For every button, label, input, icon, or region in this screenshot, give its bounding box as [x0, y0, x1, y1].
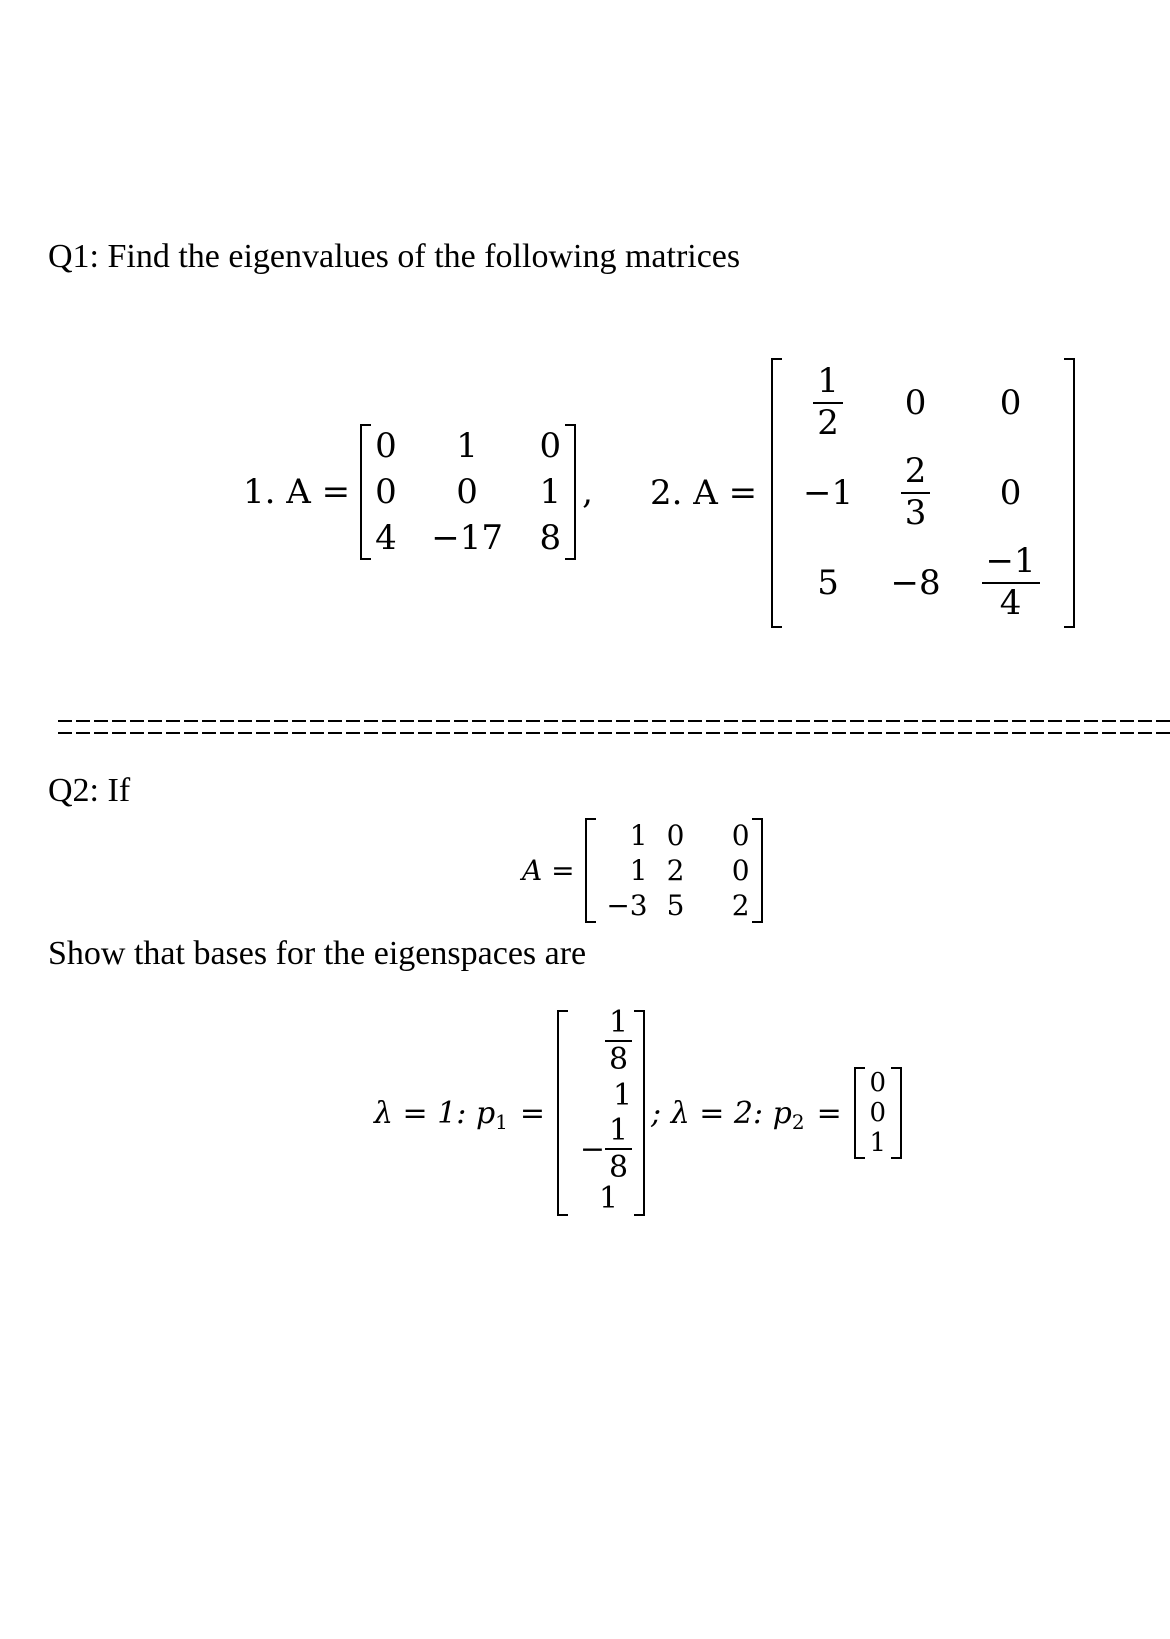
matrix2 [771, 358, 1075, 628]
p1-fraction: $\frac{1}{8}$ [605, 1007, 632, 1076]
matrix2-fraction: $\frac{2}{3}$ [901, 454, 931, 531]
q1-matrix1-expression [243, 424, 593, 560]
matrix-a-cell: 0 [731, 819, 750, 852]
matrix2-fraction: $\frac{1}{2}$ [813, 364, 843, 441]
matrix-a-cell: 0 [731, 854, 750, 887]
q1-heading: Q1: Find the eigenvalues of the following matrices [48, 238, 741, 275]
matrix1-cell: 0 [539, 426, 562, 466]
p1-cell: 1 [612, 1077, 633, 1113]
matrix-a-cell: 0 [666, 819, 685, 852]
p2-cell: 0 [869, 1098, 886, 1128]
matrix2-cell: −1 [803, 473, 854, 513]
show-text: Show that bases for the eigenspaces are [48, 935, 587, 972]
p1-fraction: $\frac{1}{8}$ [605, 1115, 632, 1184]
q1-matrix2-expression [650, 358, 1075, 628]
matrix1-cell: 0 [456, 472, 478, 512]
matrix1-cell: 8 [539, 518, 562, 558]
matrix2-cell: 5 [817, 563, 839, 603]
matrix1-cell: 4 [375, 518, 397, 558]
matrix1-cell: 0 [375, 426, 397, 466]
lambda2-label: ; λ = 2: p [651, 1095, 792, 1131]
q2-heading: Q2: If [48, 772, 131, 809]
lambda1-label: λ = 1: p [374, 1095, 496, 1131]
equals-sign: = [519, 1095, 546, 1131]
matrix1-cell: 0 [375, 472, 397, 512]
matrix2-fraction: $\frac{-1}{4}$ [982, 544, 1040, 621]
q2-matrix-expression [522, 818, 763, 923]
eigenspace-bases-expression [374, 1004, 902, 1216]
vector-p1 [557, 1004, 645, 1216]
equals-sign: = [816, 1095, 842, 1131]
matrix-a-cell: 1 [629, 854, 648, 887]
vector-p2 [854, 1067, 902, 1159]
matrix1-label: 1. A = [243, 472, 351, 512]
p2-cell: 0 [869, 1068, 886, 1098]
matrix-a-cell: 1 [629, 819, 648, 852]
lambda2-subscript: 2 [791, 1110, 805, 1134]
p1-minus: − [579, 1131, 605, 1167]
p1-cell: 1 [598, 1180, 619, 1216]
matrix1-cell: 1 [456, 426, 478, 466]
matrix-a-cell: 2 [666, 854, 685, 887]
matrix-a-cell: 2 [731, 889, 750, 922]
section-separator-dashes [58, 718, 1170, 736]
matrix-a-cell: −3 [606, 889, 648, 922]
matrix2-cell: 0 [999, 383, 1022, 423]
matrix2-cell: 0 [904, 383, 927, 423]
matrix-a [585, 818, 763, 923]
matrix1-cell: −17 [431, 518, 503, 558]
matrix2-cell: −8 [890, 563, 941, 603]
matrix1-cell: 1 [539, 472, 562, 512]
matrix1 [360, 424, 576, 560]
lambda1-subscript: 1 [495, 1110, 508, 1134]
matrix-a-cell: 5 [666, 889, 685, 922]
matrix2-label: 2. A = [650, 473, 758, 513]
matrix2-cell: 0 [999, 473, 1022, 513]
matrix-a-label: A = [522, 854, 575, 887]
matrix1-comma: , [582, 472, 593, 512]
p2-cell: 1 [869, 1128, 886, 1158]
